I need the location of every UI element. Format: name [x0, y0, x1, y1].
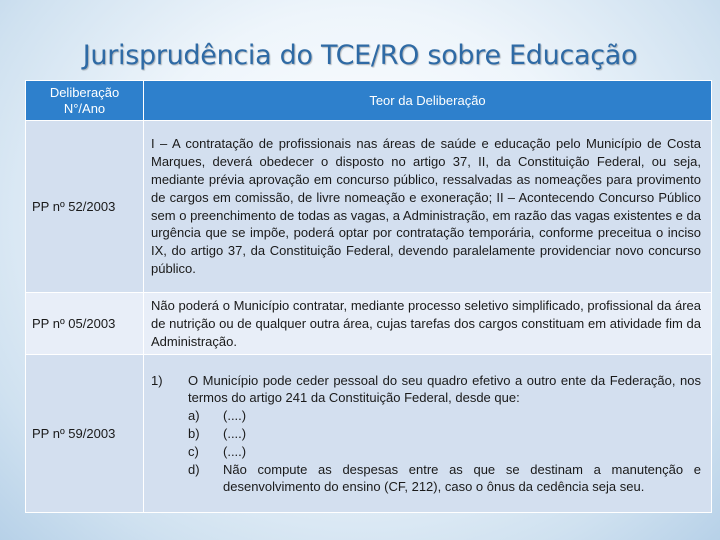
sub-item-letter: a)	[188, 408, 200, 424]
sub-list-item	[188, 425, 701, 443]
list-item-number: 1)	[151, 372, 163, 388]
slide-title: Jurisprudência do TCE/RO sobre Educação	[82, 40, 638, 71]
row-id: PP nº 59/2003	[26, 355, 144, 513]
numbered-list	[151, 372, 701, 497]
sub-item-text: (....)	[223, 443, 247, 459]
sub-list	[188, 407, 701, 496]
table-row	[26, 293, 712, 355]
table-row	[26, 121, 712, 293]
header-deliberation-number: Deliberação N°/Ano	[26, 81, 144, 121]
sub-item-text: Não compute as despesas entre as que se destinam a manutenção e desenvolvimento do ensino (CF, 212), caso o ônus da cedência seja seu.	[223, 461, 701, 495]
list-item	[151, 372, 701, 497]
sub-list-item	[188, 407, 701, 425]
sub-item-text: (....)	[223, 408, 247, 424]
row-id: PP nº 52/2003	[26, 121, 144, 293]
sub-item-letter: c)	[188, 443, 199, 459]
list-item-body	[188, 372, 701, 497]
table-row	[26, 355, 712, 513]
row-id: PP nº 05/2003	[26, 293, 144, 355]
row-text: I – A contratação de profissionais nas áreas de saúde e educação pelo Município de Costa Marques, deverá obedecer o disposto no artigo 37, II, da Constituição Federal, ou seja, mediante prévia aprovação em concurso público, ressalvadas as nomeações para provimento de cargos em comissão, de livre nomeação e exoneração; II – Acontecendo Concurso Público sem o preenchimento de todas as vagas, a Administração, em razão das vagas existentes e da urgência que se impõe, poderá optar por contratação temporária, conforme preceitua o inciso IX, do artigo 37, da Constituição Federal, devendo paralelamente providenciar novo concurso público.	[144, 121, 712, 293]
list-item-text: O Município pode ceder pessoal do seu quadro efetivo a outro ente da Federação, nos termos do artigo 241 da Constituição Federal, desde que:	[188, 372, 701, 406]
sub-list-item	[188, 461, 701, 497]
table-header-row	[26, 81, 712, 121]
header-deliberation-content: Teor da Deliberação	[144, 81, 712, 121]
sub-item-letter: b)	[188, 425, 200, 441]
jurisprudence-table	[25, 80, 712, 513]
sub-list-item	[188, 443, 701, 461]
row-content	[144, 355, 712, 513]
sub-item-letter: d)	[188, 461, 200, 477]
row-text: Não poderá o Município contratar, mediante processo seletivo simplificado, profissional da área de nutrição ou de qualquer outra área, cujas tarefas dos cargos constituam em atividade fim da Administração.	[144, 293, 712, 355]
sub-item-text: (....)	[223, 425, 247, 441]
